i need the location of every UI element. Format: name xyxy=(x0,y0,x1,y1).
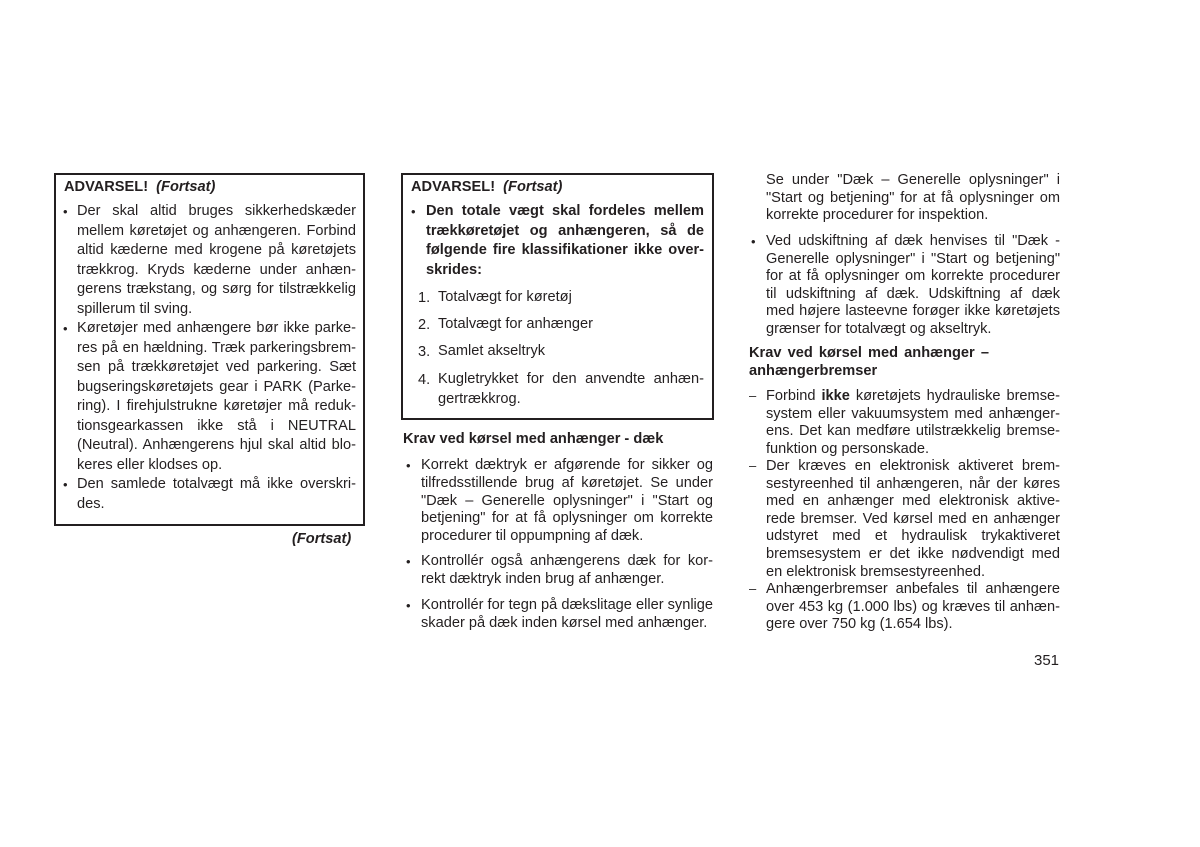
text-line: over 453 kg (1.000 lbs) og kræves til anhæn- xyxy=(766,598,1060,615)
text-line: Samlet akseltryk xyxy=(438,343,546,359)
text-line: for at få oplysninger om korrekte procedurer xyxy=(766,268,1060,285)
text-line: trækkrog. Kryds kæderne under anhæn- xyxy=(77,261,356,278)
emphasis-text: ikke xyxy=(821,388,850,404)
bullet-icon: • xyxy=(63,321,68,336)
text-line: mellem køretøjet og anhængeren. Forbind xyxy=(77,222,356,239)
numbered-item xyxy=(438,288,704,308)
text-line: følgende fire klassifikationer ikke over- xyxy=(426,242,704,258)
text-line: system eller vakuumsystem med anhænger- xyxy=(766,405,1060,422)
text-line: bremsesystem er det ikke nødvendigt med xyxy=(766,545,1060,562)
bullet-item xyxy=(421,457,713,546)
list-number: 3. xyxy=(418,343,431,360)
text-line: des. xyxy=(77,495,105,512)
text-line: sestyreenhed til anhængeren, når der køres xyxy=(766,475,1060,492)
text-line: skrides: xyxy=(426,261,482,278)
bullet-item xyxy=(77,319,356,475)
text-line: funktion og personskade. xyxy=(766,440,930,457)
text-line: ring). I firehjulstrukne køretøjer må reduk- xyxy=(77,398,356,414)
text-line: rede bremser. Ved kørsel med en anhænger xyxy=(766,510,1060,527)
bullet-icon: • xyxy=(411,204,416,219)
bullet-icon: • xyxy=(63,477,68,492)
text-line: betjening" for at få oplysninger om korrekte xyxy=(421,510,713,527)
text-line: Kontrollér også anhængerens dæk for kor- xyxy=(421,553,713,569)
text-line: anhængerbremser xyxy=(749,362,878,379)
text-line: gerens trækstang, og sørg for tilstrækkelig xyxy=(77,281,356,297)
text-line: gertrækkrog. xyxy=(438,390,521,407)
text-line: gere over 750 kg (1.654 lbs). xyxy=(766,616,953,633)
text-line: procedurer til oppumpning af dæk. xyxy=(421,528,644,545)
warning-continued: (Fortsat) xyxy=(503,179,563,195)
numbered-item xyxy=(438,342,704,362)
text-line: rekt dæktryk inden brug af anhænger. xyxy=(421,570,665,587)
continued-label: (Fortsat) xyxy=(292,531,352,547)
text-line: til udskiftning af dæk. Udskiftning af dæk xyxy=(766,285,1060,302)
bullet-item xyxy=(766,233,1060,339)
text-line: sen på trækkøretøjet ved parkering. Sæt xyxy=(77,359,356,375)
bold-bullet-item xyxy=(426,202,704,280)
bullet-item xyxy=(77,475,356,514)
numbered-item xyxy=(438,370,704,409)
bullet-item xyxy=(77,202,356,319)
dash-icon: – xyxy=(749,388,757,403)
warning-title-2 xyxy=(411,179,562,195)
warning-continued: (Fortsat) xyxy=(156,179,216,195)
text-line: Køretøjer med anhængere bør ikke parke- xyxy=(77,320,356,336)
dash-icon: – xyxy=(749,581,757,596)
text-line: Den samlede totalvægt må ikke overskri- xyxy=(77,476,356,492)
warning-title-1 xyxy=(64,179,215,195)
text-line: altid kæderne med krogene på køretøjets xyxy=(77,242,356,258)
text-line: tilfredsstillende brug af køretøjet. Se under xyxy=(421,474,713,491)
text-line: Totalvægt for anhænger xyxy=(438,316,593,332)
paragraph xyxy=(766,172,1060,225)
section-heading-brakes xyxy=(749,345,989,380)
text-line: Generelle oplysninger" i "Start og betjening" xyxy=(766,250,1060,267)
dash-item xyxy=(766,388,1060,406)
text-line: Anhængerbremser anbefales til anhængere xyxy=(766,581,1060,597)
list-number: 1. xyxy=(418,289,431,306)
list-number: 2. xyxy=(418,316,431,333)
text-line: res på en hældning. Træk parkeringsbrem- xyxy=(77,339,356,356)
text-line: med en anhænger med elektronisk aktive- xyxy=(766,493,1060,510)
text-line: grænser for totalvægt og akseltryk. xyxy=(766,320,992,337)
text-span: Forbind xyxy=(766,388,816,404)
section-heading-tires: Krav ved kørsel med anhænger - dæk xyxy=(403,431,664,447)
text-line: "Dæk – Generelle oplysninger" i "Start og xyxy=(421,492,713,509)
text-line: Kontrollér for tegn på dækslitage eller synlige xyxy=(421,597,714,613)
numbered-item xyxy=(438,315,704,335)
warning-label: ADVARSEL! xyxy=(411,179,496,195)
list-number: 4. xyxy=(418,371,431,388)
bullet-icon: • xyxy=(751,234,756,249)
text-line: Kugletrykket for den anvendte anhæn- xyxy=(438,371,704,387)
text-line: Totalvægt for køretøj xyxy=(438,289,572,305)
text-line: trækkøretøjet og anhængeren, så de xyxy=(426,222,704,239)
dash-item xyxy=(766,581,1060,634)
text-line: med højere lasteevne forøger ikke køretøjets xyxy=(766,303,1060,320)
text-line: bugseringskøretøjets gear i PARK (Parke- xyxy=(77,378,356,395)
text-line: Se under "Dæk – Generelle oplysninger" i xyxy=(766,172,1060,188)
text-span: køretøjets hydrauliske bremse- xyxy=(855,388,1060,404)
page-number: 351 xyxy=(1034,652,1060,669)
text-line: en elektronisk bremsestyreenhed. xyxy=(766,563,986,580)
bullet-item xyxy=(421,597,713,633)
text-line: skader på dæk inden kørsel med anhænger. xyxy=(421,614,708,631)
dash-item xyxy=(766,458,1060,581)
text-line: Den totale vægt skal fordeles mellem xyxy=(426,203,704,219)
text-line: (Neutral). Anhængerens hjul skal altid blo- xyxy=(77,437,356,453)
bullet-icon: • xyxy=(63,204,68,219)
warning-label: ADVARSEL! xyxy=(64,179,149,195)
text-line: Krav ved kørsel med anhænger – xyxy=(749,345,989,361)
bullet-icon: • xyxy=(406,458,411,473)
text-line: Der kræves en elektronisk aktiveret brem- xyxy=(766,458,1060,474)
text-line: "Start og betjening" for at få oplysninger om xyxy=(766,189,1060,206)
text-line: korrekte procedurer for inspektion. xyxy=(766,207,989,224)
text-line: Ved udskiftning af dæk henvises til "Dæk - xyxy=(766,233,1060,249)
dash-icon: – xyxy=(749,458,757,473)
bullet-icon: • xyxy=(406,598,411,613)
dash-item-cont xyxy=(766,406,1060,459)
text-line: spillerum til sving. xyxy=(77,300,193,317)
bullet-icon: • xyxy=(406,554,411,569)
text-line: Der skal altid bruges sikkerhedskæder xyxy=(77,203,356,219)
bullet-item xyxy=(421,553,713,589)
text-line: tionsgearkassen ikke stå i NEUTRAL xyxy=(77,417,356,434)
text-line xyxy=(766,388,1060,406)
text-line: ens. Det kan medføre utilstrækkelig bremse- xyxy=(766,423,1060,440)
text-line: keres eller klodses op. xyxy=(77,456,223,473)
text-line: Korrekt dæktryk er afgørende for sikker og xyxy=(421,457,713,473)
text-line: udstyret med et hydraulisk trykaktiveret xyxy=(766,528,1060,545)
